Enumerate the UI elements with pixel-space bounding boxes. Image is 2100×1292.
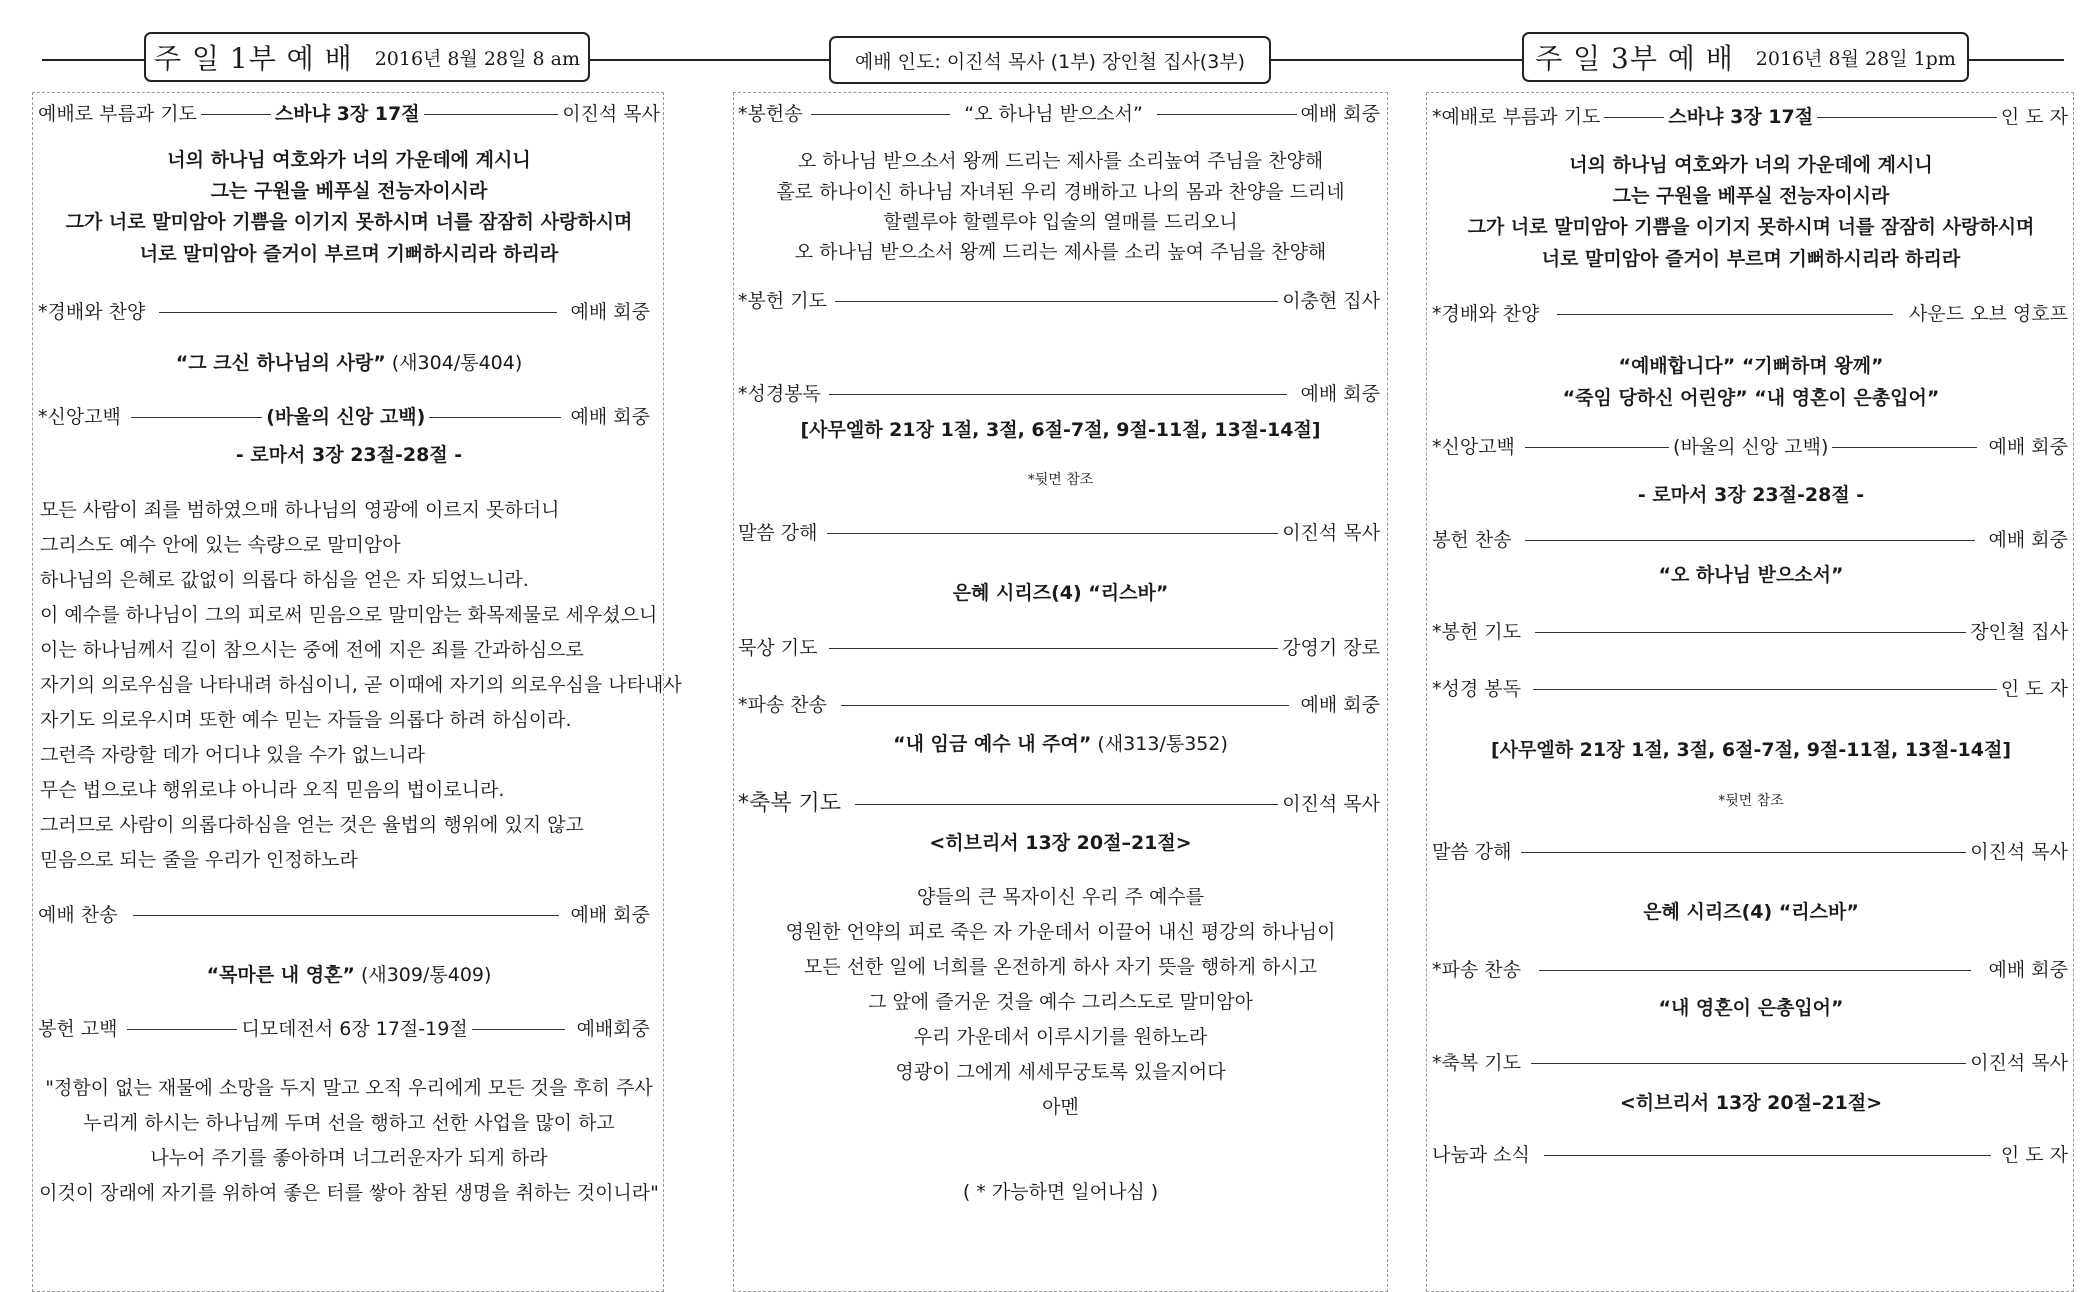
c3-sermon-title: 은혜 시리즈(4) “리스바” (1643, 901, 1859, 923)
c2-reading-leader-name: 예배 회중 (1300, 383, 1380, 405)
c3-offering-prayer-name: 장인철 집사 (1970, 621, 2068, 643)
c2-blessing-label: *축복 기도 (738, 791, 842, 816)
c2-offering-prayer-label: *봉헌 기도 (738, 290, 827, 312)
c2-offering-song-leader-2 (1157, 114, 1297, 115)
c1-scripture-3: 하나님의 은혜로 값없이 의롭다 하심을 얻은 자 되었느니라. (40, 569, 529, 591)
c3-reading-leader-name: 인 도 자 (2000, 678, 2068, 700)
c2-offering-song-leader-1 (811, 114, 951, 115)
c1-offering-text-2: 누리게 하시는 하나님께 두며 선을 행하고 선한 사업을 많이 하고 (83, 1112, 615, 1134)
c2-sermon-label: 말씀 강해 (738, 522, 818, 544)
c1-call-row (38, 105, 660, 124)
c2-offering-prayer-leader (835, 301, 1278, 302)
c3-call-text-2: 그는 구원을 베푸실 전능자이시라 (1612, 185, 1890, 207)
c2-silent-label: 묵상 기도 (738, 637, 818, 659)
c1-scripture-4: 이 예수를 하나님이 그의 피로써 믿음으로 말미암는 화목제물로 세우셨으니 (40, 604, 658, 626)
c1-call-text-2: 그는 구원을 베푸실 전능자이시라 (210, 180, 488, 202)
c1-hymn-song-title: “목마른 내 영혼” (206, 964, 355, 986)
c3-praise-songs-2: “죽임 당하신 어린양” “내 영혼이 은총입어” (1562, 387, 1940, 409)
c1-praise-leader-name: 예배 회중 (570, 301, 650, 323)
c3-call-text-4: 너로 말미암아 즐거이 부르며 기뻐하시리라 하리라 (1541, 248, 1961, 270)
header-rule-left (42, 59, 145, 61)
c1-praise-row (38, 303, 650, 322)
c1-offering-text-1: "정함이 없는 재물에 소망을 두지 말고 오직 우리에게 모든 것을 후히 주사 (45, 1077, 653, 1099)
c3-sermon-preacher: 이진석 목사 (1970, 841, 2068, 863)
c3-call-label: *예배로 부름과 기도 (1432, 106, 1601, 128)
c1-offering-text-3: 나누어 주기를 좋아하며 너그러운자가 되게 하라 (150, 1147, 548, 1169)
c1-scripture-9: 무슨 법으로냐 행위로냐 아니라 오직 믿음의 법이로니라. (40, 779, 505, 801)
c3-creed-label: *신앙고백 (1432, 436, 1515, 458)
c1-hymn-row (38, 906, 650, 925)
c3-praise-songs-1: “예배합니다” “기뻐하며 왕께” (1618, 355, 1884, 377)
c2-reading-note: *뒷면 참조 (1027, 472, 1094, 488)
c3-reading-ref: [사무엘하 21장 1절, 3절, 6절-7절, 9절-11절, 13절-14절] (1490, 739, 2012, 761)
header-service1 (144, 32, 590, 82)
c1-offering-text-4: 이것이 장래에 자기를 위하여 좋은 터를 쌓아 참된 생명을 취하는 것이니라" (39, 1182, 659, 1204)
c1-creed-ref: - 로마서 3장 23절-28절 - (235, 444, 463, 466)
c1-call-officiant: 이진석 목사 (562, 103, 660, 125)
c1-creed-label: *신앙고백 (38, 406, 121, 428)
c1-creed-leader-name: 예배 회중 (570, 406, 650, 428)
c1-scripture-11: 믿음으로 되는 줄을 우리가 인정하노라 (40, 849, 358, 871)
c2-sermon-preacher: 이진석 목사 (1282, 522, 1380, 544)
c1-creed-mid: (바울의 신앙 고백) (266, 406, 426, 428)
c3-offering-prayer-label: *봉헌 기도 (1432, 621, 1521, 643)
c3-creed-mid: (바울의 신앙 고백) (1673, 436, 1829, 458)
c3-blessing-label: *축복 기도 (1432, 1052, 1521, 1074)
c3-call-ref: 스바냐 3장 17절 (1668, 106, 1814, 128)
c2-blessing-text-4: 그 앞에 즐거운 것을 예수 그리스도로 말미암아 (868, 991, 1253, 1013)
c2-blessing-text-6: 영광이 그에게 세세무궁토록 있을지어다 (895, 1061, 1226, 1083)
c2-blessing-text-1: 양들의 큰 목자이신 우리 주 예수를 (916, 886, 1205, 908)
c2-blessing-ref: <히브리서 13장 20절–21절> (929, 832, 1192, 854)
c3-sending-row (1432, 961, 2068, 980)
c2-offering-song-row (738, 105, 1380, 124)
c1-call-text-1: 너의 하나님 여호와가 너의 가운데에 계시니 (167, 149, 531, 171)
c2-lyric-4: 오 하나님 받으소서 왕께 드리는 제사를 소리 높여 주님을 찬양해 (794, 241, 1327, 263)
c2-silent-row (738, 639, 1380, 658)
c1-creed-leader-2 (429, 417, 560, 418)
c2-sending-leader (841, 705, 1289, 706)
c1-offering-label: 봉헌 고백 (38, 1018, 118, 1040)
c3-sermon-row (1432, 843, 2068, 862)
c2-sending-song-title: “내 임금 예수 내 주여” (893, 733, 1092, 755)
c1-offering-ref: 디모데전서 6장 17절-19절 (241, 1018, 468, 1040)
c1-offering-leader-1 (127, 1029, 237, 1030)
service1-date: 2016년 8월 28일 8 am (374, 47, 580, 70)
c3-blessing-name: 이진석 목사 (1970, 1052, 2068, 1074)
c2-reading-ref: [사무엘하 21장 1절, 3절, 6절-7절, 9절-11절, 13절-14절] (800, 419, 1321, 441)
c3-praise-label: *경배와 찬양 (1432, 303, 1540, 325)
c3-blessing-leader (1531, 1063, 1966, 1064)
c1-creed-leader-1 (131, 417, 262, 418)
c2-lyric-3: 할렐루야 할렐루야 입술의 열매를 드리오니 (883, 211, 1238, 233)
c2-stand-note: ( * 가능하면 일어나심 ) (962, 1181, 1159, 1203)
c3-creed-ref: - 로마서 3장 23절-28절 - (1637, 484, 1865, 506)
header-rule-mid-left (588, 59, 830, 61)
c2-sending-song (738, 735, 1383, 754)
c3-sending-leader-name: 예배 회중 (1988, 959, 2068, 981)
c3-news-leader (1544, 1155, 1991, 1156)
c1-call-label: 예배로 부름과 기도 (38, 103, 197, 125)
c2-blessing-leader (855, 804, 1278, 805)
c2-sending-song-number: (새313/통352) (1091, 733, 1228, 755)
c2-reading-leader (829, 394, 1287, 395)
c2-reading-label: *성경봉독 (738, 383, 821, 405)
header-service3 (1522, 32, 1969, 82)
c3-praise-team: 사운드 오브 영호프 (1909, 303, 2068, 325)
c2-lyric-2: 홀로 하나이신 하나님 자녀된 우리 경배하고 나의 몸과 찬양을 드리네 (776, 181, 1345, 203)
c2-sermon-title: 은혜 시리즈(4) “리스바” (952, 582, 1169, 604)
c3-call-officiant: 인 도 자 (2000, 106, 2068, 128)
c1-call-text-4: 너로 말미암아 즐거이 부르며 기뻐하시리라 하리라 (139, 243, 559, 265)
c2-offering-song-leader-name: 예배 회중 (1300, 103, 1381, 125)
c1-hymn-leader-name: 예배 회중 (570, 904, 650, 926)
header-rule-right (1968, 59, 2064, 61)
c2-sermon-leader (827, 533, 1278, 534)
c1-praise-song-number: (새304/통404) (385, 352, 523, 374)
c2-blessing-text-2: 영원한 언약의 피로 죽은 자 가운데서 이끌어 내신 평강의 하나님이 (785, 921, 1336, 943)
c3-praise-row (1432, 305, 2068, 324)
c3-creed-row (1432, 438, 2068, 457)
c1-call-leader-1 (201, 114, 271, 115)
c2-reading-row (738, 385, 1380, 404)
c2-lyric-1: 오 하나님 받으소서 왕께 드리는 제사를 소리높여 주님을 찬양해 (797, 150, 1324, 172)
c2-blessing-text-7: 아멘 (1042, 1096, 1079, 1118)
c3-reading-label: *성경 봉독 (1432, 678, 1521, 700)
c3-blessing-ref: <히브리서 13장 20절–21절> (1619, 1092, 1883, 1114)
c3-blessing-row (1432, 1054, 2068, 1073)
c3-call-leader-1 (1604, 117, 1664, 118)
c3-offering-song-leader (1525, 540, 1974, 541)
c3-sermon-label: 말씀 강해 (1432, 841, 1512, 863)
c3-creed-leader-name: 예배 회중 (1988, 436, 2068, 458)
c1-hymn-leader (133, 915, 558, 916)
c2-offering-song-title: “오 하나님 받으소서” (964, 103, 1143, 125)
c1-offering-row (38, 1020, 650, 1039)
c2-sermon-row (738, 524, 1380, 543)
c2-silent-name: 강영기 장로 (1282, 637, 1380, 659)
c3-creed-leader-1 (1525, 447, 1669, 448)
c3-news-row (1432, 1146, 2068, 1165)
service-leaders: 예배 인도: 이진석 목사 (1부) 장인철 집사(3부) (854, 50, 1246, 73)
c3-news-label: 나눔과 소식 (1432, 1144, 1530, 1166)
c3-offering-song-label: 봉헌 찬송 (1432, 529, 1512, 551)
c2-blessing-row (738, 793, 1380, 815)
c1-scripture-8: 그런즉 자랑할 데가 어디냐 있을 수가 없느니라 (40, 744, 425, 766)
c2-blessing-text-3: 모든 선한 일에 너희를 온전하게 하사 자기 뜻을 행하게 하시고 (803, 956, 1318, 978)
c3-sermon-leader (1521, 852, 1966, 853)
c1-hymn-song (38, 966, 660, 985)
service1-title: 주 일 1부 예 배 (154, 42, 353, 75)
c2-blessing-text-5: 우리 가운데서 이루시기를 원하노라 (913, 1026, 1208, 1048)
c1-scripture-10: 그러므로 사람이 의롭다하심을 얻는 것은 율법의 행위에 있지 않고 (40, 814, 584, 836)
c3-offering-prayer-leader (1535, 632, 1966, 633)
c3-call-leader-2 (1817, 117, 1997, 118)
c3-reading-note: *뒷면 참조 (1718, 793, 1784, 809)
c2-sending-label: *파송 찬송 (738, 694, 827, 716)
c1-praise-song-title: “그 크신 하나님의 사랑” (175, 352, 386, 374)
c3-call-row (1432, 108, 2068, 127)
c2-offering-song-label: *봉헌송 (738, 103, 803, 125)
c1-call-leader-2 (424, 114, 559, 115)
c1-creed-row (38, 408, 650, 427)
c3-offering-song-leader-name: 예배 회중 (1988, 529, 2068, 551)
c1-offering-leader-name: 예배회중 (576, 1018, 650, 1040)
c3-reading-row (1432, 680, 2068, 699)
c1-scripture-6: 자기의 의로우심을 나타내려 하심이니, 곧 이때에 자기의 의로우심을 나타내사 (40, 674, 682, 696)
c3-call-text-1: 너의 하나님 여호와가 너의 가운데에 계시니 (1569, 154, 1933, 176)
c3-reading-leader (1533, 689, 1997, 690)
c1-praise-leader (159, 312, 556, 313)
c2-offering-prayer-row (738, 292, 1380, 311)
c2-silent-leader (829, 648, 1278, 649)
c1-offering-leader-2 (472, 1029, 565, 1030)
c1-call-text-3: 그가 너로 말미암아 기쁨을 이기지 못하시며 너를 잠잠히 사랑하시며 (65, 211, 633, 233)
c1-scripture-1: 모든 사람이 죄를 범하였으매 하나님의 영광에 이르지 못하더니 (40, 499, 560, 521)
header-rule-mid-right (1270, 59, 1523, 61)
c2-offering-prayer-name: 이충현 집사 (1282, 290, 1380, 312)
c3-praise-leader (1557, 314, 1893, 315)
c3-offering-song-row (1432, 531, 2068, 550)
c2-blessing-name: 이진석 목사 (1282, 792, 1380, 815)
c3-creed-leader-2 (1832, 447, 1976, 448)
service3-title: 주 일 3부 예 배 (1535, 42, 1734, 75)
c1-praise-label: *경배와 찬양 (38, 301, 146, 323)
c1-hymn-label: 예배 찬송 (38, 904, 118, 926)
c3-call-text-3: 그가 너로 말미암아 기쁨을 이기지 못하시며 너를 잠잠히 사랑하시며 (1467, 216, 2035, 238)
header-leaders (829, 36, 1271, 84)
c1-praise-song (38, 354, 660, 373)
c1-scripture-7: 자기도 의로우시며 또한 예수 믿는 자들을 의롭다 하려 하심이라. (40, 709, 572, 731)
c2-sending-row (738, 696, 1380, 715)
c3-news-leader-name: 인 도 자 (2000, 1144, 2068, 1166)
c1-scripture-5: 이는 하나님께서 길이 참으시는 중에 전에 지은 죄를 간과하심으로 (40, 639, 584, 661)
c1-hymn-song-number: (새309/통409) (354, 964, 492, 986)
c3-offering-song-title: “오 하나님 받으소서” (1658, 564, 1844, 586)
c3-offering-prayer-row (1432, 623, 2068, 642)
c2-sending-leader-name: 예배 회중 (1300, 694, 1380, 716)
c3-sending-song: “내 영혼이 은총입어” (1658, 997, 1844, 1019)
service3-date: 2016년 8월 28일 1pm (1755, 47, 1956, 70)
c1-call-ref: 스바냐 3장 17절 (274, 103, 420, 125)
c1-scripture-2: 그리스도 예수 안에 있는 속량으로 말미암아 (40, 534, 401, 556)
c3-sending-label: *파송 찬송 (1432, 959, 1521, 981)
c3-sending-leader (1539, 970, 1971, 971)
